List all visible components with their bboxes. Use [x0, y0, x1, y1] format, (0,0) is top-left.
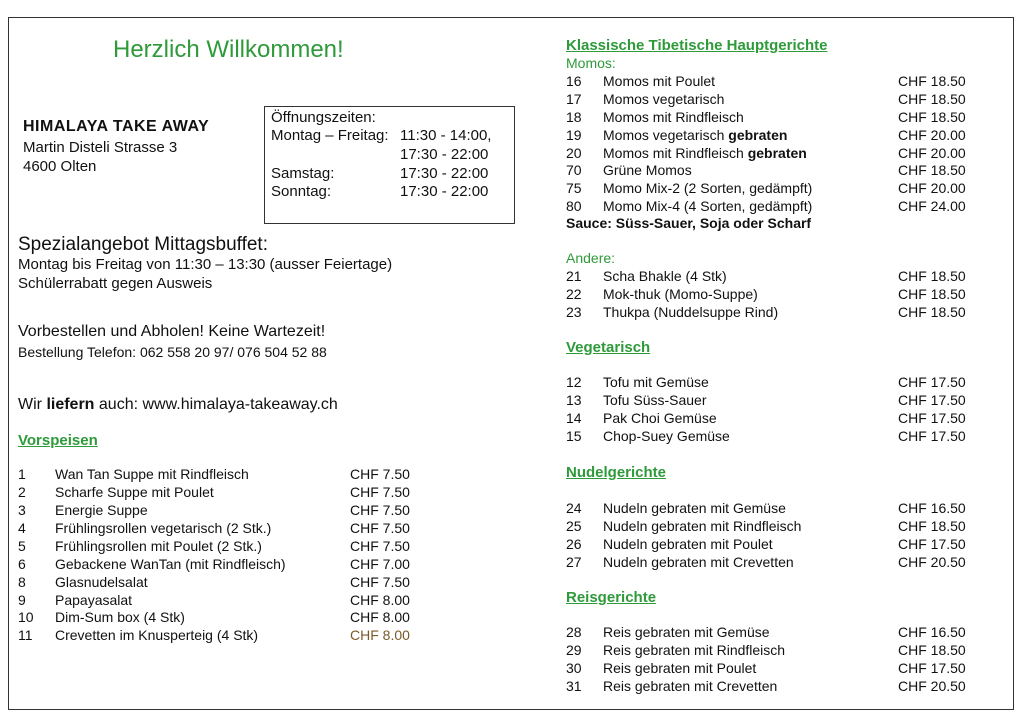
- item-name: [603, 109, 744, 125]
- item-number: 8: [18, 574, 26, 590]
- item-number: 28: [566, 624, 582, 640]
- item-number: 17: [566, 91, 582, 107]
- section-title-nudelgerichte: Nudelgerichte: [566, 464, 667, 481]
- list-item: [566, 410, 986, 428]
- list-item: [566, 91, 986, 109]
- item-number: 16: [566, 73, 582, 89]
- list-item: [566, 428, 986, 446]
- list-item: [566, 678, 986, 696]
- item-price: CHF 7.50: [350, 502, 410, 518]
- item-number: 3: [18, 502, 26, 518]
- item-number: 13: [566, 392, 582, 408]
- item-number: 80: [566, 198, 582, 214]
- item-price: CHF 7.50: [350, 520, 410, 536]
- list-item: [566, 554, 986, 572]
- list-item: [566, 127, 986, 145]
- delivery-pre: Wir: [18, 396, 47, 413]
- item-name: Scha Bhakle (4 Stk): [603, 268, 727, 284]
- item-name-text: Momo Mix-2 (2 Sorten, gedämpft): [603, 180, 813, 196]
- item-name: Reis gebraten mit Rindfleisch: [603, 642, 786, 658]
- welcome-heading: Herzlich Willkommen!: [113, 36, 344, 63]
- item-price: CHF 20.50: [898, 678, 966, 694]
- item-number: 11: [18, 627, 33, 643]
- item-number: 10: [18, 609, 34, 625]
- item-number: 19: [566, 127, 582, 143]
- item-price: CHF 8.00: [350, 592, 410, 608]
- item-name: [603, 180, 812, 196]
- list-item: [18, 627, 418, 645]
- item-number: 27: [566, 554, 582, 570]
- list-item: [18, 484, 418, 502]
- item-price: CHF 17.50: [898, 660, 966, 676]
- hours-day: Montag – Freitag:: [271, 127, 389, 144]
- item-name: Chop-Suey Gemüse: [603, 428, 730, 444]
- item-name-text: Momos vegetarisch: [603, 127, 729, 143]
- item-price: CHF 18.50: [898, 91, 966, 107]
- list-item: [566, 73, 986, 91]
- hours-time: 17:30 - 22:00: [400, 146, 489, 163]
- item-price: CHF 7.50: [350, 466, 410, 482]
- list-item: [566, 642, 986, 660]
- list-item: [18, 502, 418, 520]
- item-price: CHF 7.50: [350, 538, 410, 554]
- sauce-note: Sauce: Süss-Sauer, Soja oder Scharf: [566, 215, 812, 231]
- special-offer-line: Montag bis Freitag von 11:30 – 13:30 (ausser Feiertage): [18, 256, 393, 273]
- hours-title: Öffnungszeiten:: [271, 109, 376, 126]
- list-item: [566, 162, 986, 180]
- item-name: Papayasalat: [55, 592, 133, 608]
- item-name: Frühlingsrollen vegetarisch (2 Stk.): [55, 520, 272, 536]
- item-name: Energie Suppe: [55, 502, 148, 518]
- item-name: Nudeln gebraten mit Rindfleisch: [603, 518, 802, 534]
- section-title-vorspeisen: Vorspeisen: [18, 432, 98, 449]
- list-item: [18, 574, 418, 592]
- item-number: 15: [566, 428, 582, 444]
- business-city: 4600 Olten: [23, 158, 97, 175]
- list-item: [18, 538, 418, 556]
- list-item: [566, 109, 986, 127]
- section-title-reisgerichte: Reisgerichte: [566, 589, 657, 606]
- item-name-bold: gebraten: [728, 127, 788, 143]
- item-name: Nudeln gebraten mit Crevetten: [603, 554, 794, 570]
- hours-day: Sonntag:: [271, 183, 332, 200]
- list-item: [566, 624, 986, 642]
- item-number: 30: [566, 660, 582, 676]
- item-number: 18: [566, 109, 582, 125]
- item-number: 1: [18, 466, 26, 482]
- item-price: CHF 16.50: [898, 500, 966, 516]
- item-number: 14: [566, 410, 582, 426]
- list-item: [566, 304, 986, 322]
- list-item: [566, 660, 986, 678]
- item-price: CHF 18.50: [898, 518, 966, 534]
- item-number: 26: [566, 536, 582, 552]
- item-price: CHF 8.00: [350, 609, 410, 625]
- item-number: 24: [566, 500, 582, 516]
- item-name: [603, 91, 724, 107]
- item-number: 75: [566, 180, 582, 196]
- item-number: 9: [18, 592, 26, 608]
- item-name: Pak Choi Gemüse: [603, 410, 717, 426]
- hours-time: 17:30 - 22:00: [400, 183, 489, 200]
- item-name: Frühlingsrollen mit Poulet (2 Stk.): [55, 538, 262, 554]
- item-name-bold: gebraten: [747, 145, 807, 161]
- item-number: 6: [18, 556, 26, 572]
- item-name: Thukpa (Nuddelsuppe Rind): [603, 304, 779, 320]
- business-name: HIMALAYA TAKE AWAY: [23, 118, 210, 135]
- item-price: CHF 7.00: [350, 556, 410, 572]
- item-name: [603, 162, 692, 178]
- item-number: 29: [566, 642, 582, 658]
- item-name-text: Grüne Momos: [603, 162, 692, 178]
- item-number: 23: [566, 304, 582, 320]
- list-item: [18, 520, 418, 538]
- item-name: Reis gebraten mit Crevetten: [603, 678, 778, 694]
- item-name: Tofu Süss-Sauer: [603, 392, 707, 408]
- item-number: 70: [566, 162, 582, 178]
- item-name: Tofu mit Gemüse: [603, 374, 709, 390]
- delivery-line: [18, 396, 338, 414]
- item-price: CHF 7.50: [350, 574, 410, 590]
- list-item: [18, 556, 418, 574]
- delivery-bold: liefern: [46, 396, 95, 413]
- item-price: CHF 24.00: [898, 198, 966, 214]
- item-price: CHF 20.00: [898, 180, 966, 196]
- item-price: CHF 8.00: [350, 627, 410, 643]
- subsection-andere: Andere:: [566, 250, 616, 266]
- item-name: Nudeln gebraten mit Gemüse: [603, 500, 786, 516]
- item-name: [603, 73, 715, 89]
- hours-day: Samstag:: [271, 165, 335, 182]
- hours-time: 17:30 - 22:00: [400, 165, 489, 182]
- item-number: 22: [566, 286, 582, 302]
- item-price: CHF 17.50: [898, 428, 966, 444]
- item-number: 5: [18, 538, 26, 554]
- item-name: [603, 127, 787, 143]
- item-name: Nudeln gebraten mit Poulet: [603, 536, 773, 552]
- list-item: [566, 518, 986, 536]
- item-name-text: Momo Mix-4 (4 Sorten, gedämpft): [603, 198, 813, 214]
- item-name: Scharfe Suppe mit Poulet: [55, 484, 214, 500]
- item-number: 2: [18, 484, 26, 500]
- item-price: CHF 20.50: [898, 554, 966, 570]
- item-name-text: Momos mit Poulet: [603, 73, 716, 89]
- item-number: 12: [566, 374, 582, 390]
- item-price: CHF 17.50: [898, 536, 966, 552]
- item-price: CHF 20.00: [898, 145, 966, 161]
- item-number: 20: [566, 145, 582, 161]
- item-price: CHF 17.50: [898, 410, 966, 426]
- item-price: CHF 18.50: [898, 286, 966, 302]
- special-offer-title: Spezialangebot Mittagsbuffet:: [18, 234, 268, 255]
- item-name-text: Momos mit Rindfleisch: [603, 145, 748, 161]
- list-item: [566, 392, 986, 410]
- special-offer-line: Schülerrabatt gegen Ausweis: [18, 275, 213, 292]
- opening-hours-box: [264, 106, 515, 224]
- item-name-text: Momos vegetarisch: [603, 91, 725, 107]
- item-name: Glasnudelsalat: [55, 574, 148, 590]
- item-name: Reis gebraten mit Gemüse: [603, 624, 770, 640]
- list-item: [566, 286, 986, 304]
- list-item: [18, 466, 418, 484]
- item-name: Gebackene WanTan (mit Rindfleisch): [55, 556, 286, 572]
- hours-time: 11:30 - 14:00,: [400, 127, 492, 144]
- list-item: [566, 180, 986, 198]
- item-price: CHF 20.00: [898, 127, 966, 143]
- section-title-vegetarisch: Vegetarisch: [566, 339, 651, 356]
- list-item: [18, 592, 418, 610]
- item-name: Dim-Sum box (4 Stk): [55, 609, 185, 625]
- item-price: CHF 16.50: [898, 624, 966, 640]
- list-item: [566, 374, 986, 392]
- item-price: CHF 18.50: [898, 109, 966, 125]
- item-number: 25: [566, 518, 582, 534]
- list-item: [566, 536, 986, 554]
- list-item: [566, 500, 986, 518]
- item-name: Reis gebraten mit Poulet: [603, 660, 757, 676]
- item-name-text: Momos mit Rindfleisch: [603, 109, 744, 125]
- item-price: CHF 18.50: [898, 268, 966, 284]
- item-price: CHF 18.50: [898, 304, 966, 320]
- order-phone: Bestellung Telefon: 062 558 20 97/ 076 504 52 88: [18, 344, 327, 360]
- item-name: Wan Tan Suppe mit Rindfleisch: [55, 466, 249, 482]
- item-name: [603, 198, 812, 214]
- item-price: CHF 18.50: [898, 73, 966, 89]
- item-price: CHF 18.50: [898, 162, 966, 178]
- item-name: [603, 145, 807, 161]
- item-price: CHF 17.50: [898, 392, 966, 408]
- list-item: [566, 198, 986, 216]
- item-number: 21: [566, 268, 582, 284]
- item-name: Crevetten im Knusperteig (4 Stk): [55, 627, 259, 643]
- business-street: Martin Disteli Strasse 3: [23, 139, 178, 156]
- list-item: [566, 268, 986, 286]
- item-price: CHF 18.50: [898, 642, 966, 658]
- subsection-momos: Momos:: [566, 55, 616, 71]
- item-number: 4: [18, 520, 26, 536]
- delivery-post: auch: www.himalaya-takeaway.ch: [94, 396, 338, 413]
- list-item: [566, 145, 986, 163]
- list-item: [18, 609, 418, 627]
- section-title-hauptgerichte: Klassische Tibetische Hauptgerichte: [566, 37, 828, 54]
- order-title: Vorbestellen und Abholen! Keine Wartezeit!: [18, 323, 326, 340]
- item-price: CHF 7.50: [350, 484, 410, 500]
- item-price: CHF 17.50: [898, 374, 966, 390]
- item-name: Mok-thuk (Momo-Suppe): [603, 286, 758, 302]
- item-number: 31: [566, 678, 582, 694]
